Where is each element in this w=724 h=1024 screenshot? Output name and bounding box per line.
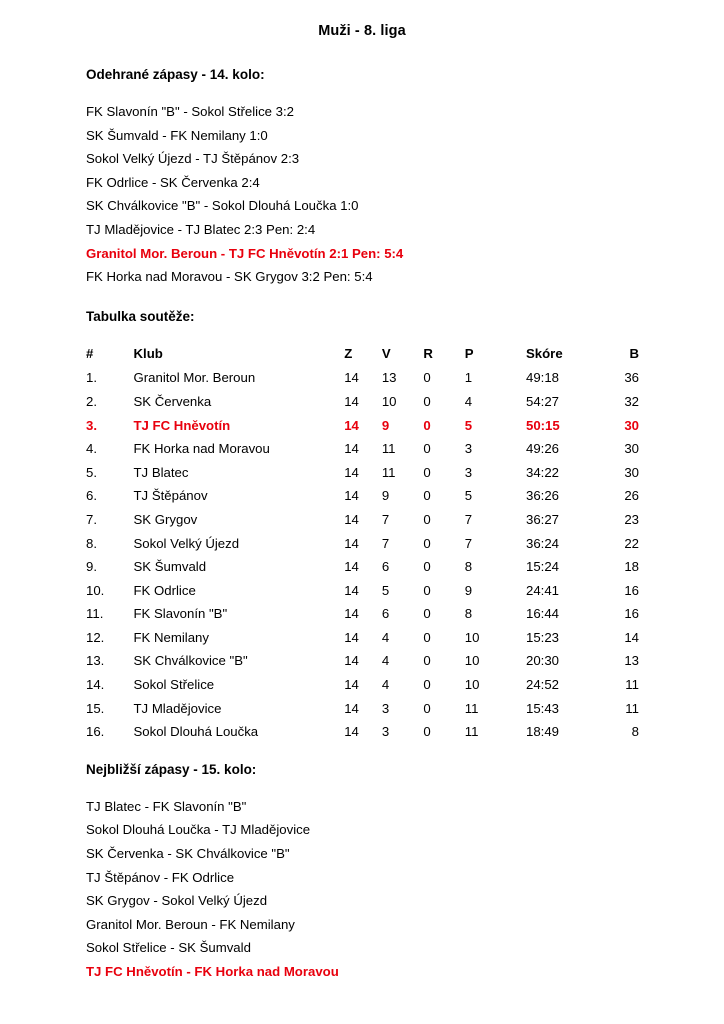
- cell-score: 36:26: [526, 488, 560, 504]
- cell-points: 13: [624, 653, 639, 669]
- cell-played: 14: [344, 629, 359, 645]
- cell-played: 14: [344, 535, 359, 551]
- cell-rank: 4.: [86, 441, 97, 457]
- cell-club: SK Grygov: [133, 511, 198, 527]
- table-row: [86, 366, 639, 390]
- cell-points: 23: [624, 511, 639, 527]
- cell-club: SK Šumvald: [133, 559, 207, 575]
- cell-points: 16: [624, 582, 639, 598]
- cell-wins: 6: [381, 559, 390, 575]
- cell-losses: 1: [464, 370, 473, 386]
- cell-draws: 0: [423, 700, 431, 716]
- cell-score: 34:22: [526, 464, 560, 480]
- cell-rank: 5.: [86, 464, 97, 480]
- standings-heading: Tabulka soutěže:: [86, 308, 195, 324]
- list-item: TJ Blatec - FK Slavonín "B": [86, 798, 247, 814]
- table-row: [86, 602, 639, 626]
- table-row: [86, 579, 639, 603]
- list-item: Sokol Střelice - SK Šumvald: [86, 940, 251, 956]
- cell-club: FK Nemilany: [133, 629, 209, 645]
- column-header-losses: P: [464, 345, 474, 361]
- cell-score: 15:43: [526, 700, 560, 716]
- cell-club: Sokol Střelice: [133, 677, 215, 693]
- cell-played: 14: [344, 606, 359, 622]
- cell-wins: 9: [381, 417, 390, 433]
- cell-points: 26: [624, 488, 639, 504]
- column-header-club: Klub: [133, 345, 163, 361]
- cell-points: 11: [625, 677, 639, 693]
- column-header-score: Skóre: [526, 345, 563, 361]
- cell-points: 30: [624, 464, 639, 480]
- list-item: Granitol Mor. Beroun - FK Nemilany: [86, 916, 295, 932]
- column-header-draws: R: [423, 345, 433, 361]
- cell-rank: 2.: [86, 393, 97, 409]
- column-header-rank: #: [86, 345, 94, 361]
- cell-played: 14: [344, 559, 359, 575]
- cell-losses: 3: [464, 441, 473, 457]
- list-item: FK Horka nad Moravou - SK Grygov 3:2 Pen: 5:4: [86, 269, 373, 285]
- cell-score: 15:23: [526, 629, 560, 645]
- column-header-points: B: [629, 345, 639, 361]
- table-row: [86, 626, 639, 650]
- cell-rank: 7.: [86, 511, 97, 527]
- cell-club: TJ Štěpánov: [133, 488, 208, 504]
- cell-club: TJ Blatec: [133, 464, 189, 480]
- cell-points: 30: [624, 417, 639, 433]
- table-row: [86, 673, 639, 697]
- cell-draws: 0: [423, 724, 431, 740]
- cell-played: 14: [344, 464, 359, 480]
- cell-club: Sokol Velký Újezd: [133, 535, 240, 551]
- cell-score: 16:44: [526, 606, 560, 622]
- cell-rank: 9.: [86, 559, 97, 575]
- cell-points: 16: [624, 606, 639, 622]
- list-item: Sokol Dlouhá Loučka - TJ Mladějovice: [86, 822, 311, 838]
- list-item: SK Červenka - SK Chválkovice "B": [86, 846, 290, 862]
- cell-losses: 7: [464, 511, 473, 527]
- cell-score: 49:18: [526, 370, 560, 386]
- cell-draws: 0: [423, 441, 431, 457]
- cell-played: 14: [344, 582, 359, 598]
- cell-played: 14: [344, 441, 359, 457]
- cell-points: 14: [624, 629, 639, 645]
- list-item: TJ FC Hněvotín - FK Horka nad Moravou: [86, 964, 339, 979]
- cell-rank: 14.: [86, 677, 105, 693]
- cell-draws: 0: [423, 677, 431, 693]
- cell-losses: 10: [464, 677, 480, 693]
- list-item: SK Grygov - Sokol Velký Újezd: [86, 893, 268, 909]
- cell-club: Granitol Mor. Beroun: [133, 370, 256, 386]
- cell-losses: 7: [464, 535, 473, 551]
- cell-club: TJ FC Hněvotín: [133, 417, 231, 433]
- cell-played: 14: [344, 700, 359, 716]
- cell-score: 15:24: [526, 559, 560, 575]
- cell-wins: 13: [381, 370, 397, 386]
- cell-score: 18:49: [526, 724, 560, 740]
- cell-rank: 6.: [86, 488, 97, 504]
- table-row: [86, 508, 639, 532]
- cell-wins: 4: [381, 653, 390, 669]
- table-row: [86, 697, 639, 721]
- played-matches-list: [86, 100, 664, 289]
- cell-rank: 1.: [86, 370, 97, 386]
- cell-score: 54:27: [526, 393, 560, 409]
- cell-club: SK Červenka: [133, 393, 212, 409]
- cell-losses: 5: [464, 417, 473, 433]
- upcoming-matches-list: [86, 795, 664, 984]
- cell-losses: 11: [464, 700, 479, 716]
- cell-rank: 11.: [86, 606, 104, 622]
- cell-losses: 4: [464, 393, 473, 409]
- cell-rank: 12.: [86, 629, 105, 645]
- cell-score: 49:26: [526, 441, 560, 457]
- cell-points: 22: [624, 535, 639, 551]
- cell-wins: 10: [381, 393, 397, 409]
- cell-losses: 3: [464, 464, 473, 480]
- list-item: TJ Štěpánov - FK Odrlice: [86, 869, 235, 885]
- cell-rank: 13.: [86, 653, 105, 669]
- cell-club: FK Slavonín "B": [133, 606, 228, 622]
- cell-rank: 15.: [86, 700, 105, 716]
- cell-played: 14: [344, 511, 359, 527]
- table-row: [86, 555, 639, 579]
- cell-wins: 3: [381, 700, 390, 716]
- cell-played: 14: [344, 724, 359, 740]
- cell-rank: 10.: [86, 582, 105, 598]
- cell-club: SK Chválkovice "B": [133, 653, 248, 669]
- cell-score: 20:30: [526, 653, 560, 669]
- cell-points: 8: [631, 724, 639, 740]
- list-item: SK Chválkovice "B" - Sokol Dlouhá Loučka 1:0: [86, 198, 359, 214]
- table-row: [86, 649, 639, 673]
- table-row: [86, 461, 639, 485]
- table-row: [86, 414, 639, 438]
- table-row: [86, 720, 639, 744]
- cell-losses: 9: [464, 582, 473, 598]
- cell-draws: 0: [423, 629, 431, 645]
- cell-played: 14: [344, 417, 359, 433]
- list-item: FK Slavonín "B" - Sokol Střelice 3:2: [86, 104, 294, 119]
- cell-draws: 0: [423, 511, 431, 527]
- cell-points: 36: [624, 370, 639, 386]
- cell-score: 24:41: [526, 582, 560, 598]
- cell-draws: 0: [423, 370, 431, 386]
- cell-draws: 0: [423, 535, 431, 551]
- cell-points: 11: [625, 700, 639, 716]
- cell-points: 32: [624, 393, 639, 409]
- cell-draws: 0: [423, 606, 431, 622]
- cell-losses: 10: [464, 653, 480, 669]
- standings-table: [86, 342, 639, 744]
- table-row: [86, 532, 639, 556]
- played-matches-heading: Odehrané zápasy - 14. kolo:: [86, 67, 265, 82]
- cell-draws: 0: [423, 582, 431, 598]
- cell-draws: 0: [423, 653, 431, 669]
- cell-score: 50:15: [526, 417, 560, 433]
- page-title: Muži - 8. liga: [318, 23, 406, 39]
- cell-losses: 10: [464, 629, 480, 645]
- cell-losses: 5: [464, 488, 473, 504]
- cell-draws: 0: [423, 559, 431, 575]
- cell-wins: 9: [381, 488, 390, 504]
- cell-draws: 0: [423, 393, 431, 409]
- cell-wins: 5: [381, 582, 390, 598]
- cell-wins: 3: [381, 724, 390, 740]
- cell-club: TJ Mladějovice: [133, 700, 222, 716]
- cell-points: 18: [624, 559, 639, 575]
- list-item: SK Šumvald - FK Nemilany 1:0: [86, 127, 268, 143]
- column-header-played: Z: [344, 345, 353, 361]
- cell-draws: 0: [423, 464, 431, 480]
- column-header-wins: V: [381, 345, 391, 361]
- cell-wins: 4: [381, 677, 390, 693]
- cell-rank: 16.: [86, 724, 105, 740]
- cell-club: Sokol Dlouhá Loučka: [133, 724, 259, 740]
- table-row: [86, 484, 639, 508]
- table-row: [86, 390, 639, 414]
- cell-draws: 0: [423, 488, 431, 504]
- list-item: Sokol Velký Újezd - TJ Štěpánov 2:3: [86, 151, 300, 167]
- cell-score: 36:24: [526, 535, 560, 551]
- cell-losses: 8: [464, 606, 473, 622]
- cell-wins: 11: [381, 441, 396, 457]
- list-item: Granitol Mor. Beroun - TJ FC Hněvotín 2:1 Pen: 5:4: [86, 245, 404, 261]
- cell-rank: 3.: [86, 417, 97, 433]
- cell-club: FK Horka nad Moravou: [133, 441, 270, 457]
- cell-losses: 11: [464, 724, 479, 740]
- list-item: TJ Mladějovice - TJ Blatec 2:3 Pen: 2:4: [86, 221, 316, 237]
- cell-points: 30: [624, 441, 639, 457]
- table-header-row: [86, 342, 639, 367]
- cell-played: 14: [344, 488, 359, 504]
- upcoming-matches-heading: Nejbližší zápasy - 15. kolo:: [86, 761, 257, 777]
- table-row: [86, 437, 639, 461]
- list-item: FK Odrlice - SK Červenka 2:4: [86, 174, 260, 190]
- cell-score: 36:27: [526, 511, 560, 527]
- cell-wins: 6: [381, 606, 390, 622]
- cell-played: 14: [344, 653, 359, 669]
- cell-draws: 0: [423, 417, 431, 433]
- cell-played: 14: [344, 393, 359, 409]
- cell-rank: 8.: [86, 535, 97, 551]
- cell-wins: 11: [381, 464, 396, 480]
- cell-wins: 7: [381, 511, 390, 527]
- cell-played: 14: [344, 677, 359, 693]
- cell-played: 14: [344, 370, 359, 386]
- cell-wins: 7: [381, 535, 390, 551]
- cell-score: 24:52: [526, 677, 560, 693]
- cell-losses: 8: [464, 559, 473, 575]
- cell-wins: 4: [381, 629, 390, 645]
- cell-club: FK Odrlice: [133, 582, 196, 598]
